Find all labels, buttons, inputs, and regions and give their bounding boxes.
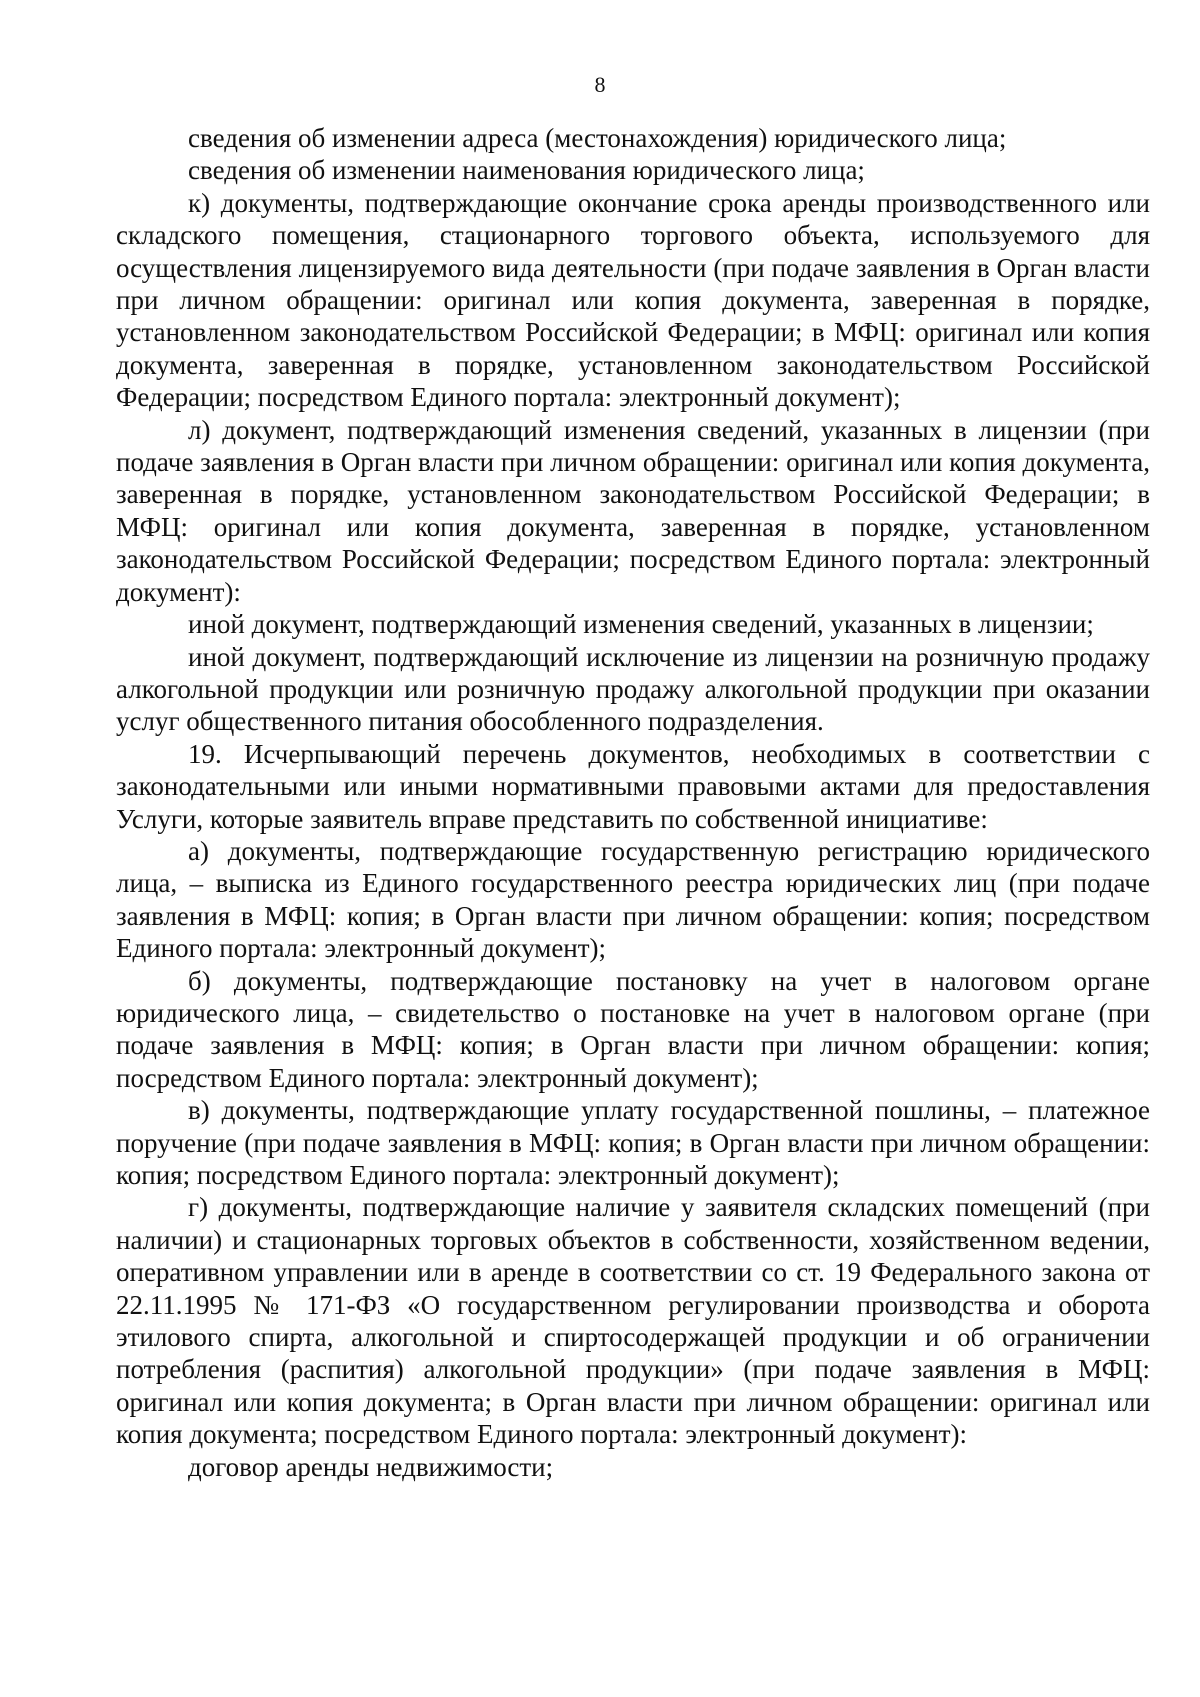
document-body bbox=[116, 122, 1150, 1483]
paragraph: 19. Исчерпывающий перечень документов, необходимых в соответствии с законодательными или иными нормативными правовыми актами для предоставления Услуги, которые заявитель вправе представить по собственной инициативе: bbox=[116, 738, 1150, 834]
paragraph: г) документы, подтверждающие наличие у заявителя складских помещений (при наличии) и стационарных торговых объектов в собственности, хозяйственном ведении, оперативном управлении или в аренде в соответствии со ст. 19 Федерального закона от 22.11.1995 № 171-ФЗ «О государственном регулировании производства и оборота этилового спирта, алкогольной и спиртосодержащей продукции и об ограничении потребления (распития) алкогольной продукции» (при подаче заявления в МФЦ: оригинал или копия документа; в Орган власти при личном обращении: оригинал или копия документа; посредством Единого портала: электронный документ): bbox=[116, 1192, 1150, 1450]
paragraph: иной документ, подтверждающий изменения сведений, указанных в лицензии; bbox=[188, 609, 1094, 640]
paragraph: договор аренды недвижимости; bbox=[188, 1451, 554, 1482]
paragraph: б) документы, подтверждающие постановку на учет в налоговом органе юридического лица, – свидетельство о постановке на учет в налоговом органе (при подаче заявления в МФЦ: копия; в Орган власти при личном обращении: копия; посредством Единого портала: электронный документ); bbox=[116, 965, 1150, 1093]
paragraph: в) документы, подтверждающие уплату государственной пошлины, – платежное поручение (при подаче заявления в МФЦ: копия; в Орган власти при личном обращении: копия; посредством Единого портала: электронный документ); bbox=[116, 1095, 1150, 1190]
paragraph: сведения об изменении наименования юридического лица; bbox=[188, 155, 865, 186]
paragraph: сведения об изменении адреса (местонахождения) юридического лица; bbox=[188, 123, 1007, 153]
page-number: 8 bbox=[594, 72, 606, 97]
paragraph: а) документы, подтверждающие государственную регистрацию юридического лица, – выписка из Единого государственного реестра юридических лиц (при подаче заявления в МФЦ: копия; в Орган власти при личном обращении: копия; посредством Единого портала: электронный документ); bbox=[116, 835, 1150, 964]
paragraph: к) документы, подтверждающие окончание срока аренды производственного или складского помещения, стационарного торгового объекта, используемого для осуществления лицензируемого вида деятельности (при подаче заявления в Орган власти при личном обращении: оригинал или копия документа, заверенная в порядке, установленном законодательством Российской Федерации; в МФЦ: оригинал или копия документа, заверенная в порядке, установленном законодательством Российской Федерации; посредством Единого портала: электронный документ); bbox=[116, 187, 1150, 413]
paragraph: л) документ, подтверждающий изменения сведений, указанных в лицензии (при подаче заявления в Орган власти при личном обращении: оригинал или копия документа, заверенная в порядке, установленном законодательством Российской Федерации; в МФЦ: оригинал или копия документа, заверенная в порядке, установленном законодательством Российской Федерации; посредством Единого портала: электронный документ): bbox=[116, 414, 1150, 607]
paragraph: иной документ, подтверждающий исключение из лицензии на розничную продажу алкогольной продукции или розничную продажу алкогольной продукции при оказании услуг общественного питания обособленного подразделения. bbox=[116, 641, 1150, 737]
